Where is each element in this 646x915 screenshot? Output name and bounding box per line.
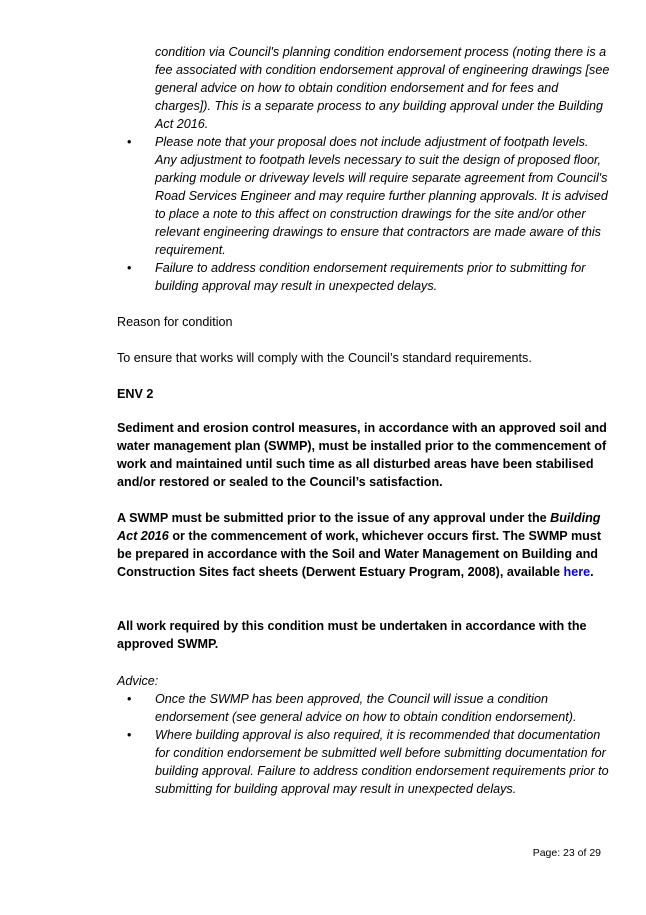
para2-text-a: A SWMP must be submitted prior to the issue of any approval under the	[117, 511, 547, 525]
bullet-text: Once the SWMP has been approved, the Council will issue a condition endorsement (see general advice on how to obtain condition endorsement).	[155, 692, 577, 724]
condition-heading: ENV 2	[117, 387, 154, 401]
page-number: Page: 23 of 29	[532, 847, 601, 859]
here-link[interactable]: here	[563, 565, 591, 579]
bullet-marker: •	[127, 728, 132, 742]
reason-heading: Reason for condition	[117, 315, 233, 329]
bullet-text: Where building approval is also required, it is recommended that documentation for condition endorsement be submitted well before submitting documentation for building approval. Failure to address condition endorsement requirements prior to submitting for building approval may result in unexpected delays.	[155, 728, 609, 796]
bullet-text: Please note that your proposal does not include adjustment of footpath levels. Any adjustment to footpath levels necessary to suit the design of proposed floor, parking module or driveway levels will require separate agreement from Council's Road Services Engineer and may require further planning approvals. It is advised to place a note to this affect on construction drawings for the site and/or other relevant engineering drawings to ensure that contractors are made aware of this requirement.	[155, 135, 608, 257]
condition-paragraph-2	[117, 509, 607, 581]
advice-label: Advice:	[117, 674, 159, 688]
para2-end: .	[590, 565, 594, 579]
condition-paragraph-1: Sediment and erosion control measures, in accordance with an approved soil and water management plan (SWMP), must be installed prior to the commencement of work and maintained until such time as all disturbed areas have been stabilised and/or restored or sealed to the Council’s satisfaction.	[117, 421, 607, 489]
bullet-marker: •	[127, 692, 132, 706]
bullet-text: Failure to address condition endorsement requirements prior to submitting for building approval may result in unexpected delays.	[155, 261, 586, 293]
continuation-paragraph: condition via Council's planning condition endorsement process (noting there is a fee associated with condition endorsement approval of engineering drawings [see general advice on how to obtain condition endorsement and for fees and charges]). This is a separate process to any building approval under the Building Act 2016.	[155, 45, 610, 131]
bullet-marker: •	[127, 135, 132, 149]
condition-paragraph-3: All work required by this condition must be undertaken in accordance with the approved SWMP.	[117, 619, 587, 651]
bullet-marker: •	[127, 261, 132, 275]
act-title: Building Act 2016	[117, 511, 601, 543]
para2-text-b: or the commencement of work, whichever occurs first. The SWMP must be prepared in accordance with the Soil and Water Management on Building and Construction Sites fact sheets (Derwent Estuary Program, 2008), available	[117, 529, 602, 579]
reason-text: To ensure that works will comply with the Council’s standard requirements.	[117, 351, 532, 365]
